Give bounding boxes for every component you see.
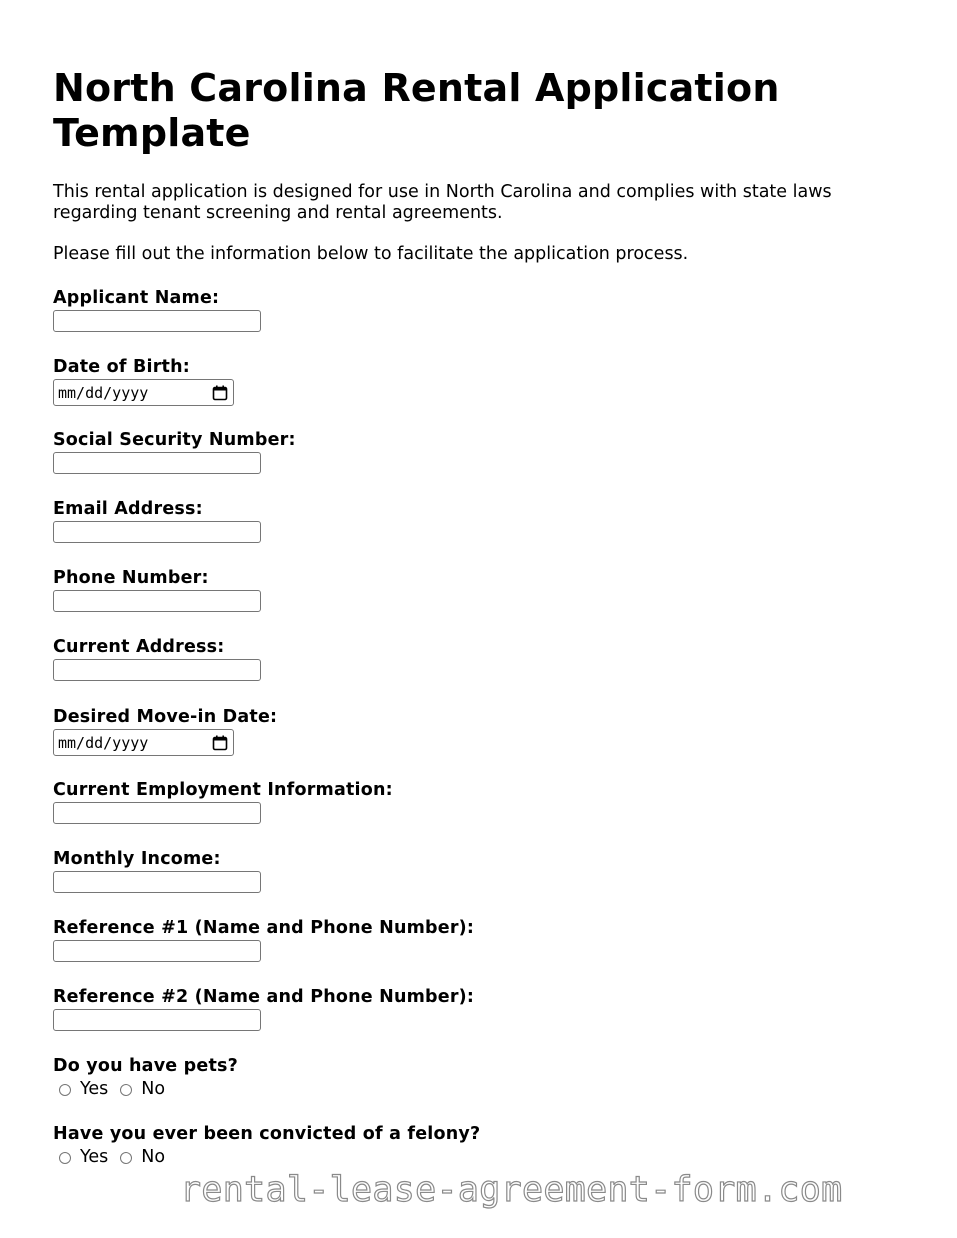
calendar-icon[interactable] xyxy=(212,385,228,401)
current-address-field xyxy=(53,637,261,681)
email-field xyxy=(53,499,261,543)
instructions-text: Please fill out the information below to facilitate the application process. xyxy=(53,244,689,264)
intro-text: This rental application is designed for use in North Carolina and complies with state laws regarding tenant screening and rental agreements. xyxy=(53,182,832,223)
current-address-label: Current Address: xyxy=(53,637,225,657)
reference2-field xyxy=(53,987,474,1031)
email-label: Email Address: xyxy=(53,499,203,519)
reference1-label: Reference #1 (Name and Phone Number): xyxy=(53,918,475,938)
date-of-birth-input[interactable] xyxy=(53,379,234,406)
felony-options xyxy=(53,1147,480,1168)
reference2-label: Reference #2 (Name and Phone Number): xyxy=(53,987,475,1007)
move-in-date-placeholder: mm/dd/yyyy xyxy=(58,733,149,752)
ssn-label: Social Security Number: xyxy=(53,430,296,450)
pets-no-option[interactable] xyxy=(120,1079,165,1100)
move-in-date-input[interactable] xyxy=(53,729,234,756)
pets-no-radio[interactable] xyxy=(120,1084,132,1096)
watermark: rental-lease-agreement-form.com xyxy=(180,1170,843,1210)
felony-no-label: No xyxy=(141,1147,166,1167)
income-input[interactable] xyxy=(53,871,261,893)
pets-options xyxy=(53,1079,238,1100)
calendar-icon[interactable] xyxy=(212,735,228,751)
felony-no-option[interactable] xyxy=(120,1147,165,1168)
reference1-field xyxy=(53,918,474,962)
pets-yes-label: Yes xyxy=(80,1079,109,1099)
pets-label: Do you have pets? xyxy=(53,1056,238,1076)
date-of-birth-label: Date of Birth: xyxy=(53,357,190,377)
applicant-name-input[interactable] xyxy=(53,310,261,332)
pets-yes-option[interactable] xyxy=(59,1079,108,1100)
email-input[interactable] xyxy=(53,521,261,543)
income-label: Monthly Income: xyxy=(53,849,221,869)
rental-application-form xyxy=(53,66,913,265)
felony-yes-option[interactable] xyxy=(59,1147,108,1168)
date-of-birth-field xyxy=(53,357,234,406)
pets-question xyxy=(53,1056,238,1100)
employment-label: Current Employment Information: xyxy=(53,780,393,800)
felony-question xyxy=(53,1124,480,1168)
ssn-input[interactable] xyxy=(53,452,261,474)
page-title: North Carolina Rental Application Template xyxy=(53,66,780,155)
pets-no-label: No xyxy=(141,1079,166,1099)
reference2-input[interactable] xyxy=(53,1009,261,1031)
phone-input[interactable] xyxy=(53,590,261,612)
move-in-date-label: Desired Move-in Date: xyxy=(53,707,278,727)
current-address-input[interactable] xyxy=(53,659,261,681)
reference1-input[interactable] xyxy=(53,940,261,962)
felony-yes-radio[interactable] xyxy=(59,1152,71,1164)
felony-label: Have you ever been convicted of a felony? xyxy=(53,1124,481,1144)
ssn-field xyxy=(53,430,296,474)
phone-field xyxy=(53,568,261,612)
income-field xyxy=(53,849,261,893)
pets-yes-radio[interactable] xyxy=(59,1084,71,1096)
felony-no-radio[interactable] xyxy=(120,1152,132,1164)
applicant-name-label: Applicant Name: xyxy=(53,288,220,308)
date-of-birth-placeholder: mm/dd/yyyy xyxy=(58,383,149,402)
felony-yes-label: Yes xyxy=(80,1147,109,1167)
phone-label: Phone Number: xyxy=(53,568,209,588)
applicant-name-field xyxy=(53,288,261,332)
move-in-date-field xyxy=(53,707,277,756)
employment-input[interactable] xyxy=(53,802,261,824)
employment-field xyxy=(53,780,393,824)
